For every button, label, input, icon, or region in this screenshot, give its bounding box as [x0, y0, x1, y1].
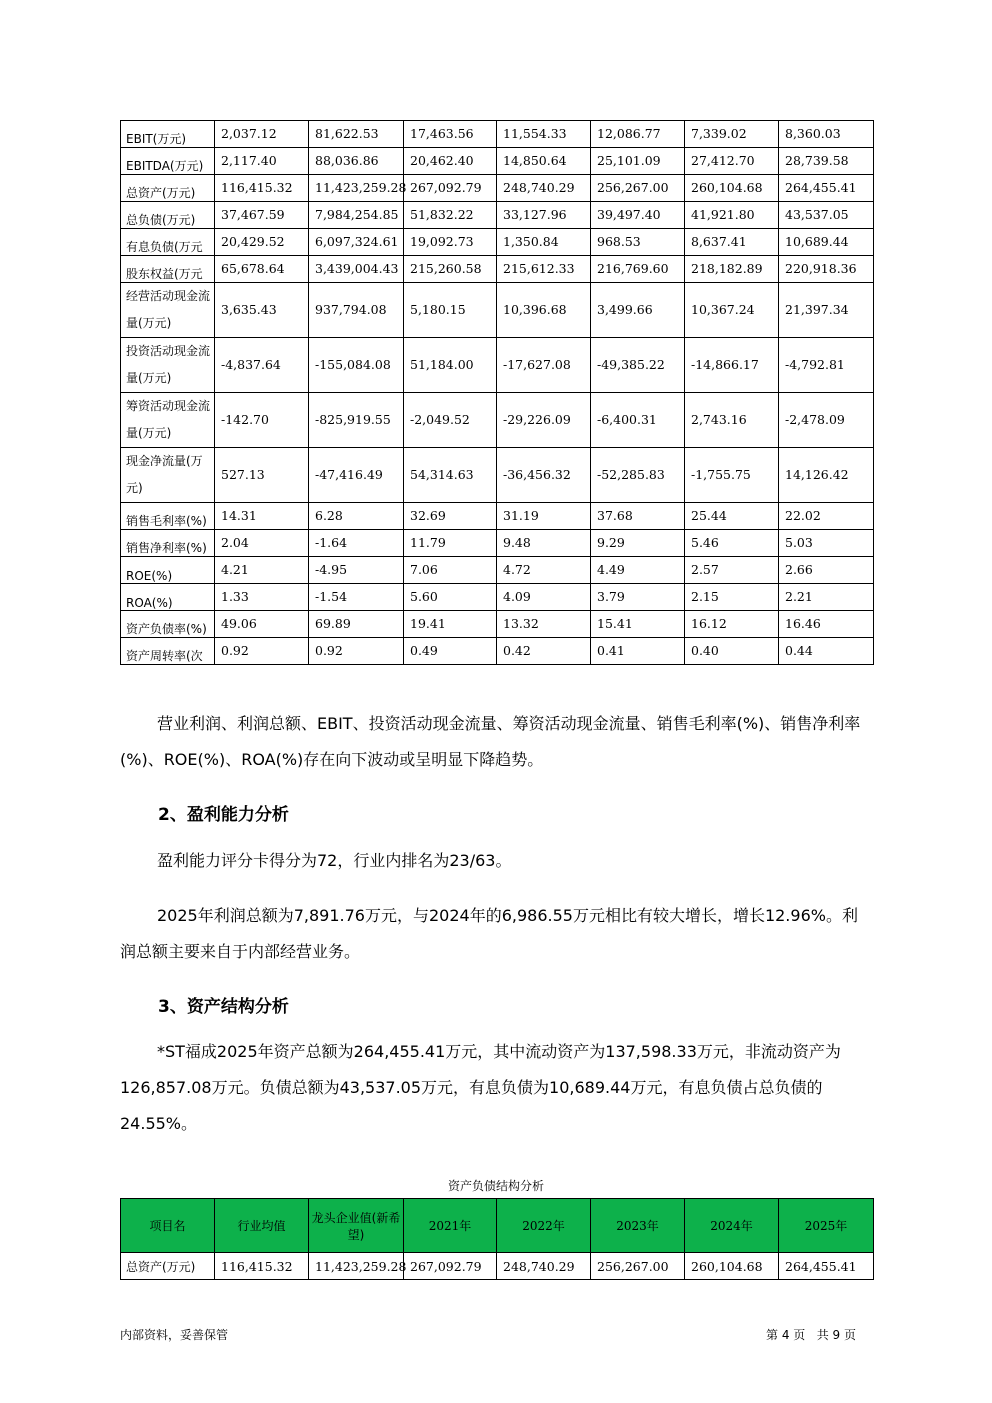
- footer-confidential: 内部资料，妥善保管: [120, 1328, 229, 1342]
- table-cell: 37.68: [591, 503, 685, 530]
- table-cell: 11,554.33: [497, 121, 591, 148]
- table-cell: -4,837.64: [215, 338, 309, 393]
- table-cell: 2.57: [685, 557, 779, 584]
- table-cell: 4.21: [215, 557, 309, 584]
- table-row: [121, 256, 874, 283]
- table-cell: 10,689.44: [779, 229, 874, 256]
- table-cell: 13.32: [497, 611, 591, 638]
- table-cell: 267,092.79: [404, 1253, 497, 1280]
- table-cell: 49.06: [215, 611, 309, 638]
- table-cell: -825,919.55: [309, 393, 404, 448]
- table-cell: 7.06: [404, 557, 497, 584]
- table-cell: 51,832.22: [404, 202, 497, 229]
- row-label: 总资产(万元): [121, 1253, 215, 1280]
- row-label: EBITDA(万元): [121, 148, 215, 175]
- financial-indicators-table: [120, 120, 874, 665]
- table-cell: 15.41: [591, 611, 685, 638]
- table-cell: 16.12: [685, 611, 779, 638]
- table-cell: 220,918.36: [779, 256, 874, 283]
- table-row: [121, 611, 874, 638]
- table-cell: 31.19: [497, 503, 591, 530]
- profitability-score-paragraph: 盈利能力评分卡得分为72，行业内排名为23/63。: [157, 851, 512, 870]
- row-label: 股东权益(万元: [121, 256, 215, 283]
- table-row: [121, 584, 874, 611]
- table-cell: 14.31: [215, 503, 309, 530]
- table-row: [121, 148, 874, 175]
- table-cell: -4.95: [309, 557, 404, 584]
- table-cell: 17,463.56: [404, 121, 497, 148]
- table-cell: -2,478.09: [779, 393, 874, 448]
- table-cell: 216,769.60: [591, 256, 685, 283]
- table-cell: 3,439,004.43: [309, 256, 404, 283]
- table-cell: 88,036.86: [309, 148, 404, 175]
- table-cell: 7,339.02: [685, 121, 779, 148]
- table-cell: 2,117.40: [215, 148, 309, 175]
- table-cell: 264,455.41: [779, 1253, 874, 1280]
- table-cell: 11,423,259.28: [309, 1253, 404, 1280]
- header-row: [121, 1199, 874, 1253]
- table-cell: 116,415.32: [215, 175, 309, 202]
- column-header: 项目名: [121, 1199, 215, 1253]
- table-row: [121, 283, 874, 338]
- table-cell: -6,400.31: [591, 393, 685, 448]
- table-cell: 51,184.00: [404, 338, 497, 393]
- table-cell: -155,084.08: [309, 338, 404, 393]
- table-cell: 14,126.42: [779, 448, 874, 503]
- row-label: 资产负债率(%): [121, 611, 215, 638]
- table-cell: -36,456.32: [497, 448, 591, 503]
- table-row: [121, 557, 874, 584]
- column-header: 行业均值: [215, 1199, 309, 1253]
- table-cell: 10,396.68: [497, 283, 591, 338]
- table-row: [121, 393, 874, 448]
- table-cell: 7,984,254.85: [309, 202, 404, 229]
- table-cell: 215,612.33: [497, 256, 591, 283]
- table-cell: 0.41: [591, 638, 685, 665]
- row-label: ROE(%): [121, 557, 215, 584]
- table-row: [121, 121, 874, 148]
- table-cell: 260,104.68: [685, 175, 779, 202]
- table-cell: 32.69: [404, 503, 497, 530]
- table-cell: 41,921.80: [685, 202, 779, 229]
- table-cell: 25,101.09: [591, 148, 685, 175]
- table-cell: 0.49: [404, 638, 497, 665]
- table-cell: 19,092.73: [404, 229, 497, 256]
- table-row: [121, 1253, 874, 1280]
- table-cell: -4,792.81: [779, 338, 874, 393]
- column-header: 2025年: [779, 1199, 874, 1253]
- table-row: [121, 448, 874, 503]
- column-header: 2023年: [591, 1199, 685, 1253]
- table-row: [121, 530, 874, 557]
- table-cell: 3,635.43: [215, 283, 309, 338]
- table-row: [121, 503, 874, 530]
- balance-structure-table: [120, 1198, 874, 1280]
- table-cell: 14,850.64: [497, 148, 591, 175]
- table-cell: 6,097,324.61: [309, 229, 404, 256]
- column-header: 龙头企业值(新希望): [309, 1199, 404, 1253]
- table-cell: 267,092.79: [404, 175, 497, 202]
- table-cell: 248,740.29: [497, 1253, 591, 1280]
- table-cell: 2,037.12: [215, 121, 309, 148]
- table-cell: 0.92: [309, 638, 404, 665]
- table-cell: 248,740.29: [497, 175, 591, 202]
- table-cell: 215,260.58: [404, 256, 497, 283]
- table-cell: 527.13: [215, 448, 309, 503]
- table-cell: -1,755.75: [685, 448, 779, 503]
- table-cell: -52,285.83: [591, 448, 685, 503]
- section2-heading: 2、盈利能力分析: [158, 805, 289, 825]
- table-cell: 5.46: [685, 530, 779, 557]
- table-cell: 16.46: [779, 611, 874, 638]
- table-cell: 2.15: [685, 584, 779, 611]
- table-cell: 4.49: [591, 557, 685, 584]
- table-cell: 19.41: [404, 611, 497, 638]
- table-row: [121, 638, 874, 665]
- table-cell: -142.70: [215, 393, 309, 448]
- table-cell: 54,314.63: [404, 448, 497, 503]
- table-cell: -2,049.52: [404, 393, 497, 448]
- table-cell: 1.33: [215, 584, 309, 611]
- table-cell: 22.02: [779, 503, 874, 530]
- balance-table-caption: 资产负债结构分析: [447, 1179, 544, 1193]
- table-cell: 256,267.00: [591, 1253, 685, 1280]
- table-row: [121, 229, 874, 256]
- table-row: [121, 175, 874, 202]
- table-cell: 2.04: [215, 530, 309, 557]
- table-cell: 116,415.32: [215, 1253, 309, 1280]
- row-label: 有息负债(万元: [121, 229, 215, 256]
- row-label: 经营活动现金流量(万元): [121, 283, 215, 338]
- table-cell: 0.92: [215, 638, 309, 665]
- table-cell: 6.28: [309, 503, 404, 530]
- table-cell: 69.89: [309, 611, 404, 638]
- row-label: 筹资活动现金流量(万元): [121, 393, 215, 448]
- table-cell: 21,397.34: [779, 283, 874, 338]
- row-label: 现金净流量(万元): [121, 448, 215, 503]
- table-cell: -14,866.17: [685, 338, 779, 393]
- table-cell: -17,627.08: [497, 338, 591, 393]
- table-cell: 968.53: [591, 229, 685, 256]
- row-label: EBIT(万元): [121, 121, 215, 148]
- table-cell: -29,226.09: [497, 393, 591, 448]
- row-label: ROA(%): [121, 584, 215, 611]
- column-header: 2024年: [685, 1199, 779, 1253]
- table-cell: 27,412.70: [685, 148, 779, 175]
- table-cell: 2.66: [779, 557, 874, 584]
- table-cell: 11,423,259.28: [309, 175, 404, 202]
- table-cell: 9.48: [497, 530, 591, 557]
- row-label: 销售毛利率(%): [121, 503, 215, 530]
- table-cell: 218,182.89: [685, 256, 779, 283]
- table-cell: 65,678.64: [215, 256, 309, 283]
- table-cell: 20,429.52: [215, 229, 309, 256]
- table-cell: -47,416.49: [309, 448, 404, 503]
- table-cell: 8,637.41: [685, 229, 779, 256]
- table-row: [121, 338, 874, 393]
- table-cell: 2.21: [779, 584, 874, 611]
- table-cell: 4.72: [497, 557, 591, 584]
- table-cell: 0.42: [497, 638, 591, 665]
- table-cell: 8,360.03: [779, 121, 874, 148]
- table-cell: 33,127.96: [497, 202, 591, 229]
- table-cell: 5.60: [404, 584, 497, 611]
- table-cell: 9.29: [591, 530, 685, 557]
- column-header: 2022年: [497, 1199, 591, 1253]
- table-cell: -1.64: [309, 530, 404, 557]
- table-cell: 0.44: [779, 638, 874, 665]
- table-cell: 1,350.84: [497, 229, 591, 256]
- table-cell: 10,367.24: [685, 283, 779, 338]
- table-row: [121, 202, 874, 229]
- row-label: 投资活动现金流量(万元): [121, 338, 215, 393]
- table-cell: 937,794.08: [309, 283, 404, 338]
- asset-structure-paragraph: *ST福成2025年资产总额为264,455.41万元，其中流动资产为137,598.33万元，非流动资产为126,857.08万元。负债总额为43,537.05万元，有息负债为10,689.44万元，有息负债占总负债的24.55%。: [120, 1042, 841, 1133]
- row-label: 总负债(万元): [121, 202, 215, 229]
- table-cell: 3,499.66: [591, 283, 685, 338]
- row-label: 总资产(万元): [121, 175, 215, 202]
- section3-heading: 3、资产结构分析: [158, 997, 289, 1017]
- table-cell: 11.79: [404, 530, 497, 557]
- table-cell: -49,385.22: [591, 338, 685, 393]
- table-cell: 256,267.00: [591, 175, 685, 202]
- table-cell: 0.40: [685, 638, 779, 665]
- table-cell: 4.09: [497, 584, 591, 611]
- table-cell: -1.54: [309, 584, 404, 611]
- table-cell: 43,537.05: [779, 202, 874, 229]
- profit-growth-paragraph: 2025年利润总额为7,891.76万元，与2024年的6,986.55万元相比有较大增长，增长12.96%。利润总额主要来自于内部经营业务。: [120, 906, 858, 961]
- table-cell: 264,455.41: [779, 175, 874, 202]
- table-cell: 37,467.59: [215, 202, 309, 229]
- table-cell: 2,743.16: [685, 393, 779, 448]
- table-cell: 12,086.77: [591, 121, 685, 148]
- table-cell: 5.03: [779, 530, 874, 557]
- column-header: 2021年: [404, 1199, 497, 1253]
- trend-paragraph: 营业利润、利润总额、EBIT、投资活动现金流量、筹资活动现金流量、销售毛利率(%)、销售净利率(%)、ROE(%)、ROA(%)存在向下波动或呈明显下降趋势。: [120, 714, 861, 769]
- row-label: 资产周转率(次: [121, 638, 215, 665]
- row-label: 销售净利率(%): [121, 530, 215, 557]
- table-cell: 20,462.40: [404, 148, 497, 175]
- table-cell: 81,622.53: [309, 121, 404, 148]
- footer-page-number: 第 4 页 共 9 页: [766, 1328, 856, 1342]
- table-cell: 39,497.40: [591, 202, 685, 229]
- table-cell: 3.79: [591, 584, 685, 611]
- table-cell: 25.44: [685, 503, 779, 530]
- table-cell: 5,180.15: [404, 283, 497, 338]
- table-cell: 260,104.68: [685, 1253, 779, 1280]
- table-cell: 28,739.58: [779, 148, 874, 175]
